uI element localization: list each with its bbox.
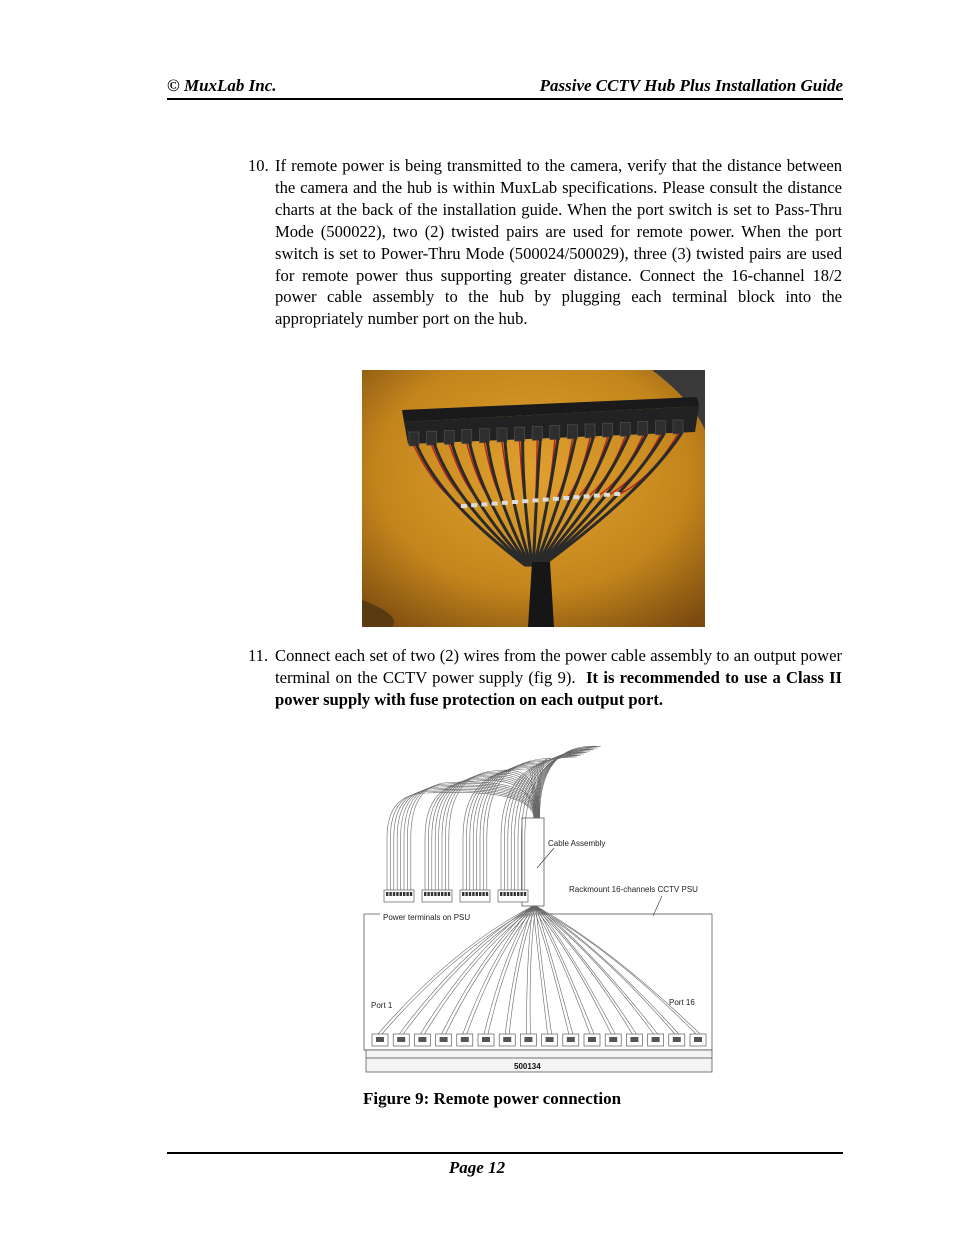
- terminal-screw: [444, 892, 446, 896]
- terminal-screw: [472, 892, 474, 896]
- label-rackmount: Rackmount 16-channels CCTV PSU: [569, 885, 698, 894]
- terminal-screw: [393, 892, 395, 896]
- terminal-block: [585, 424, 595, 438]
- figure-caption: Figure 9: Remote power connection: [363, 1089, 622, 1108]
- terminal-screw: [500, 892, 502, 896]
- port-terminal: [630, 1037, 638, 1042]
- port-wire: [533, 906, 611, 1034]
- psu-terminal-block: [422, 890, 452, 902]
- port-terminal: [418, 1037, 426, 1042]
- psu-terminal-block: [384, 890, 414, 902]
- terminal-screw: [510, 892, 512, 896]
- port-terminal: [694, 1037, 702, 1042]
- terminal-block: [655, 421, 665, 435]
- terminal-screw: [441, 892, 443, 896]
- terminal-screw: [465, 892, 467, 896]
- port-terminal: [461, 1037, 469, 1042]
- port-terminal: [567, 1037, 575, 1042]
- label-port-16: Port 16: [669, 998, 695, 1007]
- terminal-screw: [410, 892, 412, 896]
- step-10: [248, 155, 842, 330]
- terminal-block: [638, 422, 648, 436]
- port-wire: [467, 906, 536, 1034]
- header-rule: [167, 98, 843, 100]
- wire-ferrule: [461, 504, 467, 508]
- terminal-screw: [482, 892, 484, 896]
- terminal-screw: [386, 892, 388, 896]
- model-number: 500134: [514, 1062, 541, 1071]
- terminal-screw: [469, 892, 471, 896]
- terminal-block: [550, 426, 560, 440]
- port-wire: [536, 906, 700, 1034]
- terminal-screw: [514, 892, 516, 896]
- terminal-block: [620, 422, 630, 436]
- step-warning: It is recommended to use a Class II power supply with fuse protection on each output port.: [275, 667, 842, 709]
- wire-ferrule: [512, 500, 518, 504]
- terminal-screw: [400, 892, 402, 896]
- psu-wire: [425, 780, 534, 890]
- header-title: Passive CCTV Hub Plus Installation Guide: [539, 76, 843, 95]
- step-number: 11.: [248, 646, 269, 665]
- port-terminal: [588, 1037, 596, 1042]
- terminal-screw: [503, 892, 505, 896]
- psu-wire: [508, 754, 584, 890]
- port-wire: [536, 906, 679, 1034]
- terminal-screw: [406, 892, 408, 896]
- port-wire: [533, 906, 548, 1034]
- terminal-screw: [476, 892, 478, 896]
- terminal-block: [603, 423, 613, 437]
- port-wire: [505, 906, 533, 1034]
- terminal-block: [532, 426, 542, 440]
- cable-assembly-photo: [362, 370, 705, 627]
- terminal-screw: [389, 892, 391, 896]
- port-terminal: [376, 1037, 384, 1042]
- terminal-block: [409, 432, 419, 446]
- port-terminal: [482, 1037, 490, 1042]
- terminal-block: [427, 431, 437, 445]
- terminal-screw: [520, 892, 522, 896]
- wire-ferrule: [492, 502, 498, 506]
- footer-rule: [167, 1152, 843, 1154]
- port-terminal: [524, 1037, 532, 1042]
- label-power-terminals: Power terminals on PSU: [383, 913, 471, 922]
- label-port-1: Port 1: [371, 1001, 393, 1010]
- wire-ferrule: [481, 502, 487, 506]
- terminal-block: [497, 428, 507, 442]
- wire-ferrule: [543, 498, 549, 502]
- terminal-screw: [507, 892, 509, 896]
- wire-ferrule: [471, 503, 477, 507]
- label-cable-assembly: Cable Assembly: [548, 839, 606, 848]
- terminal-block: [444, 430, 454, 444]
- wire-ferrule: [584, 494, 590, 498]
- port-terminal: [673, 1037, 681, 1042]
- port-terminal: [440, 1037, 448, 1042]
- terminal-screw: [517, 892, 519, 896]
- remote-power-diagram: [362, 738, 720, 1078]
- psu-terminal-block: [460, 890, 490, 902]
- wire-ferrule: [614, 492, 620, 496]
- port-terminal: [546, 1037, 554, 1042]
- wire-ferrule: [553, 497, 559, 501]
- wire-ferrule: [532, 498, 538, 502]
- step-number: 10.: [248, 156, 269, 175]
- terminal-screw: [448, 892, 450, 896]
- terminal-screw: [524, 892, 526, 896]
- header-company: © MuxLab Inc.: [167, 76, 277, 95]
- terminal-block: [673, 420, 683, 434]
- psu-wire: [428, 779, 534, 890]
- port-terminal: [397, 1037, 405, 1042]
- terminal-block: [567, 425, 577, 439]
- terminal-screw: [438, 892, 440, 896]
- step-11: [248, 645, 842, 711]
- psu-terminal-block: [498, 890, 528, 902]
- psu-wire: [390, 791, 534, 890]
- port-terminal: [652, 1037, 660, 1042]
- wire-ferrule: [522, 499, 528, 503]
- terminal-block: [515, 427, 525, 441]
- terminal-screw: [427, 892, 429, 896]
- wire-ferrule: [563, 496, 569, 500]
- terminal-screw: [486, 892, 488, 896]
- terminal-screw: [403, 892, 405, 896]
- port-wire: [526, 906, 533, 1034]
- terminal-screw: [434, 892, 436, 896]
- port-terminal: [609, 1037, 617, 1042]
- page-number: Page 12: [448, 1158, 506, 1177]
- step-text-normal: Connect each set of two (2) wires from the power cable assembly to an output power terminal on the CCTV power supply (fig 9).: [275, 646, 842, 687]
- port-wire: [533, 906, 654, 1034]
- wire-ferrule: [573, 495, 579, 499]
- port-wire: [463, 906, 533, 1034]
- port-terminal: [503, 1037, 511, 1042]
- terminal-screw: [479, 892, 481, 896]
- terminal-screw: [431, 892, 433, 896]
- terminal-screw: [396, 892, 398, 896]
- terminal-screw: [424, 892, 426, 896]
- wire-ferrule: [604, 493, 610, 497]
- step-text: [275, 645, 842, 711]
- terminal-block: [479, 429, 489, 443]
- terminal-block: [462, 430, 472, 444]
- terminal-screw: [462, 892, 464, 896]
- page-header: [167, 76, 843, 98]
- wire-ferrule: [502, 501, 508, 505]
- wire-ferrule: [594, 494, 600, 498]
- step-text: If remote power is being transmitted to the camera, verify that the distance between the camera and the hub is within MuxLab specifications. Please consult the distance charts at the back of the installation guide. When the port switch is set to Pass-Thru Mode (500022), two (2) twisted pairs are used for remote power. When the port switch is set to Power-Thru Mode (500024/500029), three (3) twisted pairs are used for remote power thus supporting greater distance. Connect the 16-channel 18/2 power cable assembly to the hub by plugging each terminal block into the appropriately number port on the hub.: [275, 156, 842, 329]
